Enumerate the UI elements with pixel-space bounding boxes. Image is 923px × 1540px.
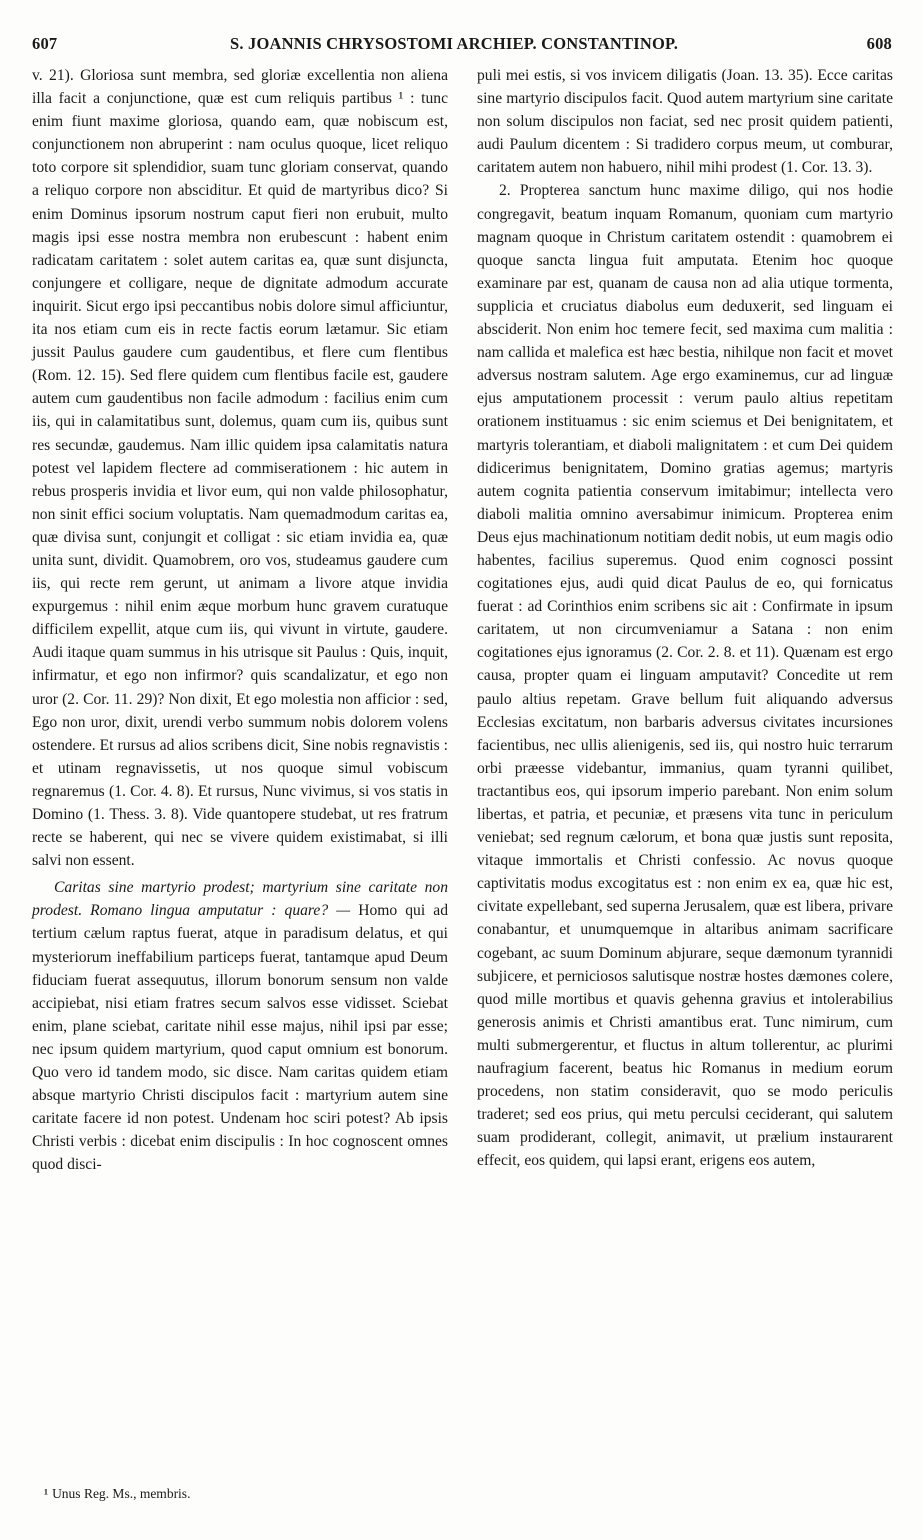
running-title: S. JOANNIS CHRYSOSTOMI ARCHIEP. CONSTANTINOP. xyxy=(230,34,679,53)
footnote-mark: ¹ xyxy=(44,1486,49,1501)
footnote-text: Unus Reg. Ms., membris. xyxy=(52,1486,191,1501)
page-number-left: 607 xyxy=(32,34,58,53)
section-summary xyxy=(32,876,448,1176)
page-number-right: 608 xyxy=(866,34,892,53)
right-paragraph-1: puli mei estis, si vos invicem diligatis (Joan. 13. 35). Ecce caritas sine martyrio discipulos facit. Quod autem martyrium sine caritate non solum discipulos non faciat, sed nec prosit quidem patienti, audi Paulum dicentem : Si tradidero corpus meum, ut comburar, caritatem autem non habuero, nihil mihi prodest (1. Cor. 13. 3). xyxy=(477,67,893,177)
left-column xyxy=(32,64,448,1177)
left-paragraph-2: Homo qui ad tertium cælum raptus fuerat, atque in paradisum delatus, et qui mysteriorum ineffabilium particeps fuerat, tantamque apud Deum fiduciam fuerat assequutus, illorum bonorum sensum non valde accipiebat, nisi etiam fratres secum salvos esse vidisset. Sciebat enim, plane sciebat, caritate nihil esse majus, nihil ipsi par esse; nec ipsum quidem martyrium, quod caput omnium est bonorum. Quo vero id tandem modo, sic disce. Nam caritas quidem etiam absque martyrio Christi discipulos facit : martyrium autem sine caritate facere id non potest. Undenam hoc sciri potest? Ab ipsis Christi verbis : dicebat enim discipulis : In hoc cognoscent omnes quod disci- xyxy=(32,902,448,1174)
left-paragraph-1: v. 21). Gloriosa sunt membra, sed gloriæ excellentia non aliena illa facit a conjunctione, quæ est cum reliquis partibus ¹ : tunc enim fiunt maxime gloriosa, quando eam, quæ nobiscum est, conjunctionem non abruperint : nam oculus quoque, licet reliquo toto corpore sit splendidior, suam tunc gloriam conservat, quando a reliquo corpore non absciditur. Et quid de martyribus dico? Si enim Dominus ipsorum nostrum caput fieri non erubuit, multo magis ipsi esse nostra membra non erubescunt : habent enim radicatam caritatem : solet autem caritas ea, quæ sunt disjuncta, conjungere et colligare, neque de dignitate admodum accurate inquirit. Sicut ergo ipsi peccantibus nobis dolore simul afficiuntur, ita nos etiam cum eis in recte factis eorum lætamur. Sic etiam jussit Paulus gaudere cum gaudentibus, et flere cum flentibus (Rom. 12. 15). Sed flere quidem cum flentibus facile est, gaudere autem cum gaudentibus non facile admodum : facilius enim cum iis, qui in calamitatibus sunt, dolemus, quam cum iis, quibus sunt res secundæ, gaudemus. Nam illic quidem ipsa calamitatis natura potest vel lapidem flectere ad commiserationem : hic autem in rebus prosperis invidia et livor eum, qui non valde philosophatur, non sinit effici socium voluptatis. Nam quemadmodum caritas ea, quæ divisa sunt, conjungit et colligat : sic etiam invidia ea, quæ unita sunt, dividit. Quamobrem, oro vos, studeamus gaudere cum iis, qui recte rem gerunt, ut animam a livore atque invidia expurgemus : nihil enim æque morbum hunc gravem curatuque difficilem expellit, atque cum iis, qui vivunt in virtute, gaudere. Audi itaque quam summus in his utrisque sit Paulus : Quis, inquit, infirmatur, et ego non infirmor? quis scandalizatur, et ego non uror (2. Cor. 11. 29)? Non dixit, Et ego molestia non afficior : sed, Ego non uror, dixit, urendi verbo summum nobis dolorem volens ostendere. Et rursus ad alios scribens dicit, Sine nobis regnavistis : et utinam regnavissetis, ut nos quoque simul vobiscum regnaremus (1. Cor. 4. 8). Et rursus, Nunc vivimus, si vos statis in Domino (1. Thess. 3. 8). Vide quantopere studebat, ut res fratrum recte se haberent, qui nec se vivere quidem existimabat, si illi salvi non essent. xyxy=(32,67,448,870)
section-summary-text: Caritas sine martyrio prodest; martyrium sine caritate non prodest. Romano lingua amputatur : quare? — xyxy=(32,879,448,920)
right-column xyxy=(477,64,893,1173)
right-paragraph-2: 2. Propterea sanctum hunc maxime diligo, qui nos hodie congregavit, beatum inquam Romanum, quoniam cum martyrio magnam quoque in Christum caritatem ostendit : quamobrem ei quoque sancta lingua fuit amputata. Etenim hoc quoque examinare par est, quanam de causa non ad alia utique tormenta, supplicia et cruciatus diabolus eum deduxerit, sed linguam ei absciderit. Non enim hoc temere fecit, sed maxima cum malitia : nam callida et malefica est hæc bestia, nihilque non facit et movet adversus nostram salutem. Age ergo examinemus, cur ad linguæ ejus amputationem processit : verum paulo altius repetitam orationem instituamus : sic enim sciemus et Dei benignitatem, et martyris tolerantiam, et diaboli malignitatem : et cum Dei quidem didicerimus benignitatem, Domino gratias agemus; martyris autem cognita patientia conservum imitabimur; intellecta vero diaboli malitia omnino aversabimur inimicum. Propterea enim Deus ejus machinationum notitiam dedit nobis, ut eum magis odio habentes, facilius superemus. Quod enim cognosci possint cogitationes ejus, audi quid dicat Paulus de eo, qui fornicatus fuerat : ad Corinthios enim scribens sic ait : Confirmate in ipsum caritatem, ut non circumveniamur a Satana : non enim cogitationes ejus ignoramus (2. Cor. 2. 8. et 11). Quænam est ergo causa, propter quam ei linguam amputavit? Concedite ut rem paulo altius repetam. Grave bellum fuit aliquando adversus Ecclesias excitatum, non barbaris adversus civitates incursiones facientibus, nec ullis alienigenis, sed iis, qui nostro huic terrarum orbi præesse videbantur, immanius, quam tyranni quilibet, tractantibus eos, qui ipsorum imperio parebant. Non enim solum libertas, et patria, et pecuniæ, et præsens vita tunc in periculum veniebat; sed regnum cælorum, et bona quæ justis sunt reposita, vitaque immortalis et Christi confessio. Ac novus quoque captivitatis modus excogitatus est : non enim ex ea, quæ hic est, civitate expellebant, sed superna Jerusalem, quæ est libera, privare conabantur, et unumquemque in altaribus animam sacrificare cogebant, ac suum Dominum abjurare, seque dæmonum tyrannidi subjicere, et perniciosos salutisque nostræ hostes dæmones colere, quod mille mortibus et quavis gehenna gravius et intolerabilius generosis animis et Christi amantibus erat. Tunc nimirum, cum multi submergerentur, et fluctus in altum tollerentur, ac plurimi naufragium facerent, beatus hic Romanus in medium eorum procedens, non statim consideravit, quo se modo periculis traderet; sed eos prius, qui metu perculsi ceciderant, qui salutem suam prodiderant, collegit, animavit, ut prælium instaurarent effecit, eos quidem, qui lapsi erant, erigens eos autem, xyxy=(477,182,893,1170)
footnote xyxy=(44,1486,190,1502)
page-header xyxy=(32,34,892,58)
